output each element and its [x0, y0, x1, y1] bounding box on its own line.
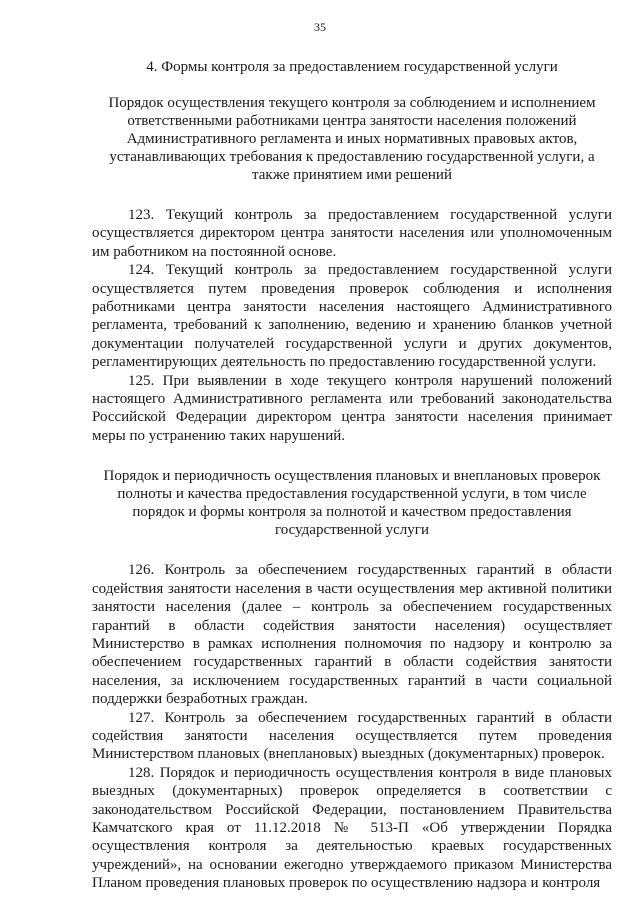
paragraph-126: 126. Контроль за обеспечением государственных гарантий в области содействия занятости населения в части осуществления мер активной политики занятости населения (далее – контроль за обеспечением государственных гарантий в области содействия занятости населения) осуществляет Министерство в рамках исполнения полномочия по надзору и контролю за обеспечением государственных гарантий в области содействия занятости населения, за исключением государственных гарантий в части социальной поддержки безработных граждан.: [92, 562, 612, 708]
section-heading: 4. Формы контроля за предоставлением государственной услуги: [146, 59, 558, 75]
paragraph-123: 123. Текущий контроль за предоставлением государственной услуги осуществляется директором центра занятости населения или уполномоченным им работником на постоянной основе.: [92, 207, 612, 260]
paragraph-128: 128. Порядок и периодичность осуществления контроля в виде плановых выездных (документарных) проверок определяется в соответствии с законодательством Российской Федерации, постановлением Правительства Камчатского края от 11.12.2018 № 513-П «Об утверждении Порядка осуществления контроля за деятельностью краевых государственных учреждений», на основании ежегодно утверждаемого приказом Министерства Планом проведения плановых проверок по осуществлению надзора и контроля: [92, 764, 612, 892]
subheading-inspections: Порядок и периодичность осуществления плановых и внеплановых проверок полноты и качества предоставления государственной услуги, в том числе порядок и формы контроля за полнотой и качеством предоставления государственной услуги: [103, 468, 601, 539]
section-spacer: [92, 445, 612, 467]
paragraph-125: 125. При выявлении в ходе текущего контроля нарушений положений настоящего Административного регламента или требований законодательства Российской Федерации директором центра занятости населения принимает меры по устранению таких нарушений.: [92, 372, 612, 444]
page-number: 35: [314, 20, 326, 34]
paragraph-124: 124. Текущий контроль за предоставлением государственной услуги осуществляется путем проведения проверок соблюдения и исполнения работниками центра занятости населения настоящего Административного регламента, требований к заполнению, ведению и хранению бланков учетной документации получателей государственной услуги и других документов, регламентирующих деятельность по предоставлению государственной услуги.: [92, 262, 612, 371]
paragraph-127: 127. Контроль за обеспечением государственных гарантий в области содействия занятости населения осуществляется путем проведения Министерством плановых (внеплановых) выездных (документарных) проверок.: [92, 709, 612, 763]
document-body: [92, 58, 612, 893]
subheading-current-control: Порядок осуществления текущего контроля за соблюдением и исполнением ответственными работниками центра занятости населения положений Административного регламента и иных нормативных правовых актов, устанавливающих требования к предоставлению государственной услуги, а также принятием ими решений: [108, 95, 596, 183]
